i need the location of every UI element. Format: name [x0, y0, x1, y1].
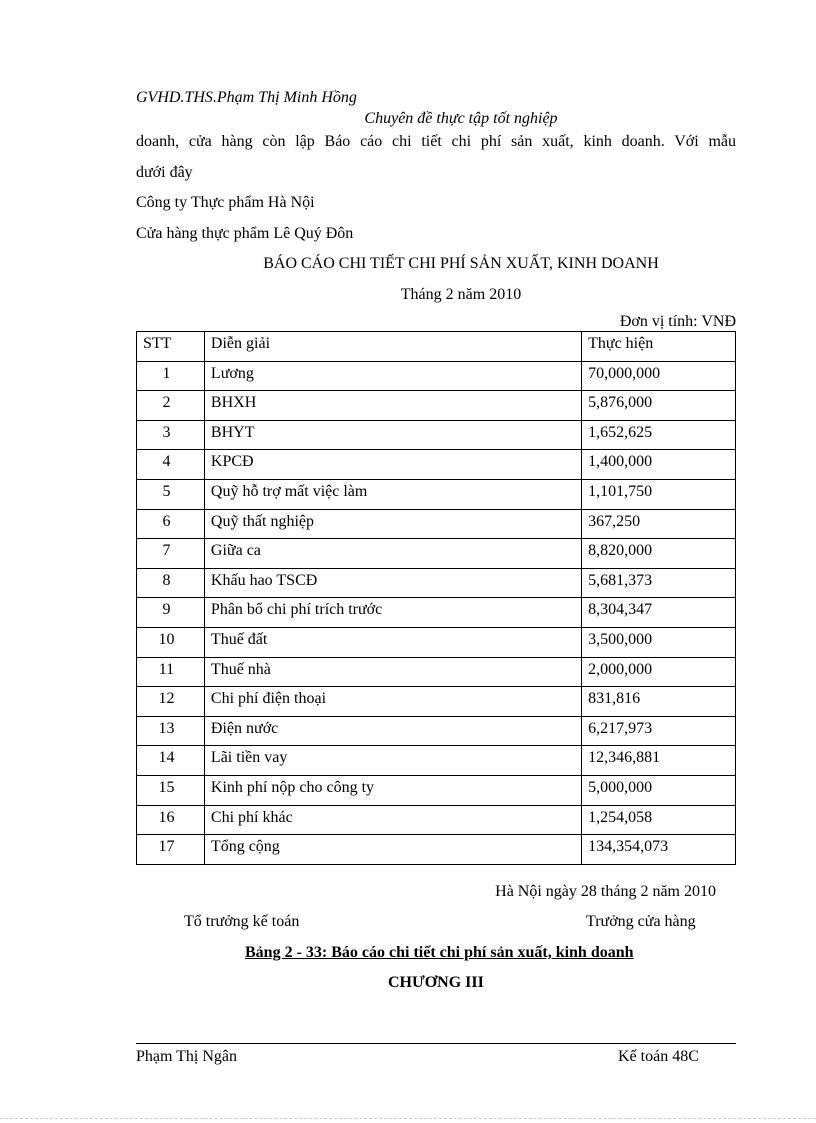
row-number: 15 [137, 775, 205, 805]
column-header-amount: Thực hiện [582, 332, 736, 362]
table-row [137, 746, 736, 776]
table-row [137, 568, 736, 598]
row-description: Kinh phí nộp cho công ty [204, 775, 581, 805]
row-description: Lương [204, 361, 581, 391]
cost-report-table [136, 331, 736, 865]
intro-line-2: dưới đây [136, 164, 193, 181]
row-number: 14 [137, 746, 205, 776]
table-row [137, 450, 736, 480]
row-description: Lãi tiền vay [204, 746, 581, 776]
row-amount: 1,400,000 [582, 450, 736, 480]
row-amount: 8,304,347 [582, 598, 736, 628]
row-number: 5 [137, 479, 205, 509]
currency-unit: Đơn vị tính: VNĐ [619, 313, 736, 330]
row-amount: 1,101,750 [582, 479, 736, 509]
row-number: 13 [137, 716, 205, 746]
row-description: Phân bổ chi phí trích trước [204, 598, 581, 628]
row-number: 17 [137, 835, 205, 865]
table-row [137, 716, 736, 746]
row-description: Điện nước [204, 716, 581, 746]
chapter-heading: CHƯƠNG III [388, 974, 484, 991]
table-caption: Bảng 2 - 33: Báo cáo chi tiết chi phí sản xuất, kinh doanh [245, 944, 634, 961]
footer-divider [136, 1043, 736, 1044]
table-row [137, 479, 736, 509]
row-description: BHXH [204, 391, 581, 421]
row-number: 4 [137, 450, 205, 480]
row-amount: 5,876,000 [582, 391, 736, 421]
row-number: 2 [137, 391, 205, 421]
row-number: 10 [137, 627, 205, 657]
row-description: Chi phí điện thoại [204, 687, 581, 717]
row-amount: 2,000,000 [582, 657, 736, 687]
row-number: 8 [137, 568, 205, 598]
row-number: 6 [137, 509, 205, 539]
column-header-description: Diễn giải [204, 332, 581, 362]
row-amount: 367,250 [582, 509, 736, 539]
row-description: BHYT [204, 420, 581, 450]
table-row [137, 361, 736, 391]
row-description: Giữa ca [204, 539, 581, 569]
row-description: Chi phí khác [204, 805, 581, 835]
page-bottom-edge [0, 1118, 816, 1119]
table-body [137, 361, 736, 864]
table-row [137, 420, 736, 450]
signer-right-role: Trưởng cửa hàng [586, 913, 696, 930]
row-number: 1 [137, 361, 205, 391]
row-number: 12 [137, 687, 205, 717]
table-row [137, 509, 736, 539]
instructor-line: GVHD.THS.Phạm Thị Minh Hồng [136, 89, 357, 106]
signer-left-role: Tổ trưởng kế toán [184, 913, 300, 930]
row-amount: 12,346,881 [582, 746, 736, 776]
row-number: 16 [137, 805, 205, 835]
footer-class: Kế toán 48C [618, 1048, 699, 1065]
row-description: Tổng cộng [204, 835, 581, 865]
place-and-date: Hà Nội ngày 28 tháng 2 năm 2010 [495, 883, 716, 900]
table-row [137, 775, 736, 805]
row-description: Quỹ thất nghiệp [204, 509, 581, 539]
document-subtitle: Chuyên đề thực tập tốt nghiệp [364, 110, 558, 127]
table-row [137, 687, 736, 717]
intro-line-1: doanh, cửa hàng còn lập Báo cáo chi tiết chi phí sản xuất, kinh doanh. Với mẫu [136, 133, 736, 150]
company-name: Công ty Thực phẩm Hà Nội [136, 194, 315, 211]
row-amount: 1,652,625 [582, 420, 736, 450]
report-title: BÁO CÁO CHI TIẾT CHI PHÍ SẢN XUẤT, KINH DOANH [263, 255, 659, 272]
row-amount: 70,000,000 [582, 361, 736, 391]
column-header-stt: STT [137, 332, 205, 362]
row-amount: 5,681,373 [582, 568, 736, 598]
row-amount: 134,354,073 [582, 835, 736, 865]
row-description: Quỹ hỗ trợ mất việc làm [204, 479, 581, 509]
row-number: 11 [137, 657, 205, 687]
row-amount: 3,500,000 [582, 627, 736, 657]
store-name: Cửa hàng thực phẩm Lê Quý Đôn [136, 225, 354, 242]
row-number: 3 [137, 420, 205, 450]
row-amount: 5,000,000 [582, 775, 736, 805]
row-number: 7 [137, 539, 205, 569]
table-row [137, 627, 736, 657]
table-row [137, 805, 736, 835]
row-description: Thuế đất [204, 627, 581, 657]
row-amount: 831,816 [582, 687, 736, 717]
row-description: Thuế nhà [204, 657, 581, 687]
table-row [137, 391, 736, 421]
table-row [137, 657, 736, 687]
row-amount: 8,820,000 [582, 539, 736, 569]
row-description: Khấu hao TSCĐ [204, 568, 581, 598]
row-number: 9 [137, 598, 205, 628]
row-amount: 1,254,058 [582, 805, 736, 835]
report-period: Tháng 2 năm 2010 [400, 286, 522, 303]
table-row [137, 539, 736, 569]
table-header-row [137, 332, 736, 362]
table-row [137, 835, 736, 865]
row-description: KPCĐ [204, 450, 581, 480]
footer-author: Phạm Thị Ngân [136, 1048, 238, 1065]
row-amount: 6,217,973 [582, 716, 736, 746]
table-row [137, 598, 736, 628]
